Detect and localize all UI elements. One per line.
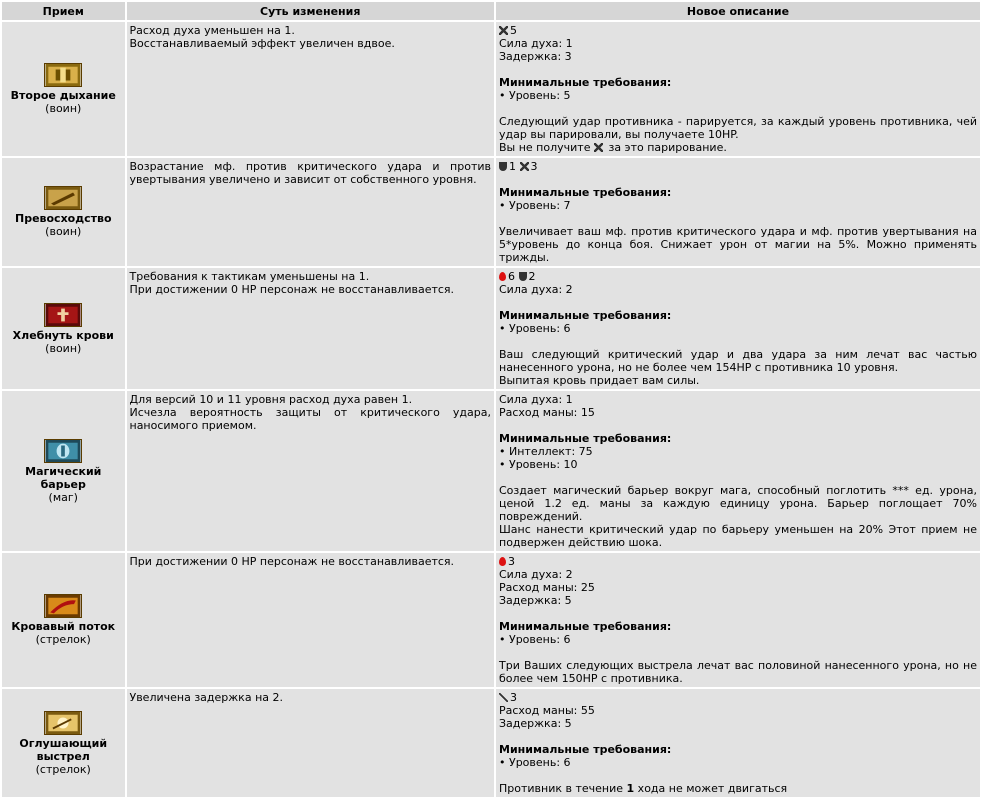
change-line: Для версий 10 и 11 уровня расход духа равен 1. — [129, 393, 413, 406]
cost-value: 6 — [508, 270, 515, 283]
skill-cell — [2, 391, 125, 551]
skill-cell — [2, 158, 125, 266]
cost-value: 2 — [528, 270, 536, 283]
description-fragment: за это парирование. — [604, 141, 727, 154]
requirements-heading: Минимальные требования: — [499, 76, 672, 89]
requirement-line: • Уровень: 6 — [499, 322, 571, 335]
stat-line: Задержка: 3 — [499, 50, 572, 63]
skill-class: (стрелок) — [35, 633, 91, 646]
requirement-line: • Уровень: 6 — [499, 756, 571, 769]
change-line: Исчезла вероятность защиты от критического удара, наносимого приемом. — [129, 406, 491, 432]
requirements-heading: Минимальные требования: — [499, 186, 672, 199]
description-text: Выпитая кровь придает вам силы. — [499, 374, 700, 387]
description-text: Создает магический барьер вокруг мага, способный поглотить *** ед. урона, ценой 1.2 ед. маны за каждую единицу урона. Барьер поглощает 70% повреждений. — [499, 484, 977, 523]
sword-icon — [520, 162, 529, 171]
column-header-change: Суть изменения — [127, 2, 495, 20]
cost-value: 3 — [510, 691, 517, 704]
column-header-skill: Прием — [2, 2, 125, 20]
column-header-description: Новое описание — [496, 2, 980, 20]
cost-line — [499, 160, 977, 173]
skill-class: (воин) — [45, 341, 82, 355]
skill-class: (стрелок) — [35, 762, 91, 776]
skill-class: (маг) — [48, 490, 78, 504]
change-cell — [127, 689, 495, 797]
stat-line: Расход маны: 55 — [499, 704, 595, 717]
change-cell — [127, 391, 495, 551]
change-cell — [127, 553, 495, 687]
change-line: Требования к тактикам уменьшены на 1. — [129, 270, 370, 283]
table-row — [2, 391, 980, 551]
stat-line: Задержка: 5 — [499, 717, 572, 730]
change-line: Возрастание мф. против критического удара и против увертывания увеличено и зависит от собственного уровня. — [129, 160, 491, 186]
requirement-line: • Уровень: 7 — [499, 199, 571, 212]
requirements-heading: Минимальные требования: — [499, 620, 672, 633]
skill-class: (воин) — [45, 102, 82, 115]
cost-line — [499, 555, 977, 568]
requirements-heading: Минимальные требования: — [499, 309, 672, 322]
requirement-line: • Уровень: 6 — [499, 633, 571, 646]
cost-line — [499, 270, 977, 283]
description-cell — [496, 391, 980, 551]
stunning-shot-icon — [44, 711, 82, 735]
description-cell — [496, 268, 980, 389]
stat-line: Сила духа: 2 — [499, 568, 573, 581]
requirements-heading: Минимальные требования: — [499, 743, 672, 756]
stat-line: Расход маны: 25 — [499, 581, 595, 594]
change-line: При достижении 0 HP персонаж не восстанавливается. — [129, 283, 455, 296]
magic-barrier-icon — [44, 439, 82, 463]
stat-line: Расход маны: 15 — [499, 406, 595, 419]
requirements-heading: Минимальные требования: — [499, 432, 672, 445]
second-wind-icon — [44, 63, 82, 87]
change-line: Увеличена задержка на 2. — [129, 691, 283, 704]
skill-name: Магический барьер — [25, 464, 102, 491]
sword-icon — [499, 26, 508, 35]
table-row — [2, 158, 980, 266]
requirement-line: • Уровень: 10 — [499, 458, 578, 471]
skill-class: (воин) — [45, 225, 82, 238]
cost-value: 3 — [530, 160, 538, 173]
blood-drop-icon — [499, 557, 506, 566]
requirement-line: • Интеллект: 75 — [499, 445, 593, 458]
blood-stream-icon — [44, 594, 82, 618]
arrow-icon — [499, 693, 508, 702]
shield-icon — [499, 162, 507, 171]
description-text — [499, 782, 977, 795]
blood-drop-icon — [499, 272, 506, 281]
table-row — [2, 689, 980, 797]
stat-line: Сила духа: 1 — [499, 393, 573, 406]
description-text: Увеличивает ваш мф. против критического удара и мф. против увертывания на 5*уровень до конца боя. Снижает урон от магии на 5%. Можно применять трижды. — [499, 225, 977, 264]
description-fragment: 1 — [626, 782, 635, 795]
change-cell — [127, 268, 495, 389]
table-header-row — [2, 2, 980, 20]
skill-cell — [2, 268, 125, 389]
change-cell — [127, 158, 495, 266]
skill-cell — [2, 22, 125, 156]
table-row — [2, 268, 980, 389]
stat-line: Сила духа: 2 — [499, 283, 573, 296]
skill-name: Второе дыхание — [10, 89, 116, 102]
skill-cell — [2, 689, 125, 797]
description-fragment: хода не может двигаться — [634, 782, 788, 795]
description-text: Ваш следующий критический удар и два удара за ним лечат вас частью нанесенного урона, но не более чем 154HP с противника 10 уровня. — [499, 348, 977, 374]
table-row — [2, 553, 980, 687]
stat-line: Задержка: 5 — [499, 594, 572, 607]
change-cell — [127, 22, 495, 156]
sword-icon — [594, 143, 603, 152]
description-text: Три Ваших следующих выстрела лечат вас половиной нанесенного урона, но не более чем 150HP с противника. — [499, 659, 977, 685]
change-line: Восстанавливаемый эффект увеличен вдвое. — [129, 37, 395, 50]
change-line: Расход духа уменьшен на 1. — [129, 24, 295, 37]
description-cell — [496, 553, 980, 687]
stat-line: Сила духа: 1 — [499, 37, 573, 50]
description-cell — [496, 158, 980, 266]
cost-value: 5 — [510, 24, 517, 37]
shield-icon — [519, 272, 527, 281]
skill-name: Превосходство — [14, 212, 112, 225]
cost-value: 3 — [508, 555, 515, 568]
taste-blood-icon — [44, 303, 82, 327]
skill-name: Оглушающий выстрел — [19, 736, 108, 763]
cost-line — [499, 691, 977, 704]
description-fragment: Вы не получите — [499, 141, 594, 154]
cost-value: 1 — [509, 160, 516, 173]
table-row — [2, 22, 980, 156]
description-text — [499, 141, 977, 154]
description-text: Шанс нанести критический удар по барьеру уменьшен на 20% Этот прием не подвержен действию шока. — [499, 523, 977, 549]
requirement-line: • Уровень: 5 — [499, 89, 571, 102]
change-line: При достижении 0 HP персонаж не восстанавливается. — [129, 555, 455, 568]
skill-cell — [2, 553, 125, 687]
cost-line — [499, 24, 977, 37]
description-text: Следующий удар противника - парируется, за каждый уровень противника, чей удар вы парировали, вы получаете 10HP. — [499, 115, 977, 141]
skill-name: Хлебнуть крови — [12, 328, 114, 342]
description-cell — [496, 689, 980, 797]
description-cell — [496, 22, 980, 156]
skill-name: Кровавый поток — [11, 620, 116, 633]
description-fragment: Противник в течение — [499, 782, 627, 795]
superiority-icon — [44, 186, 82, 210]
